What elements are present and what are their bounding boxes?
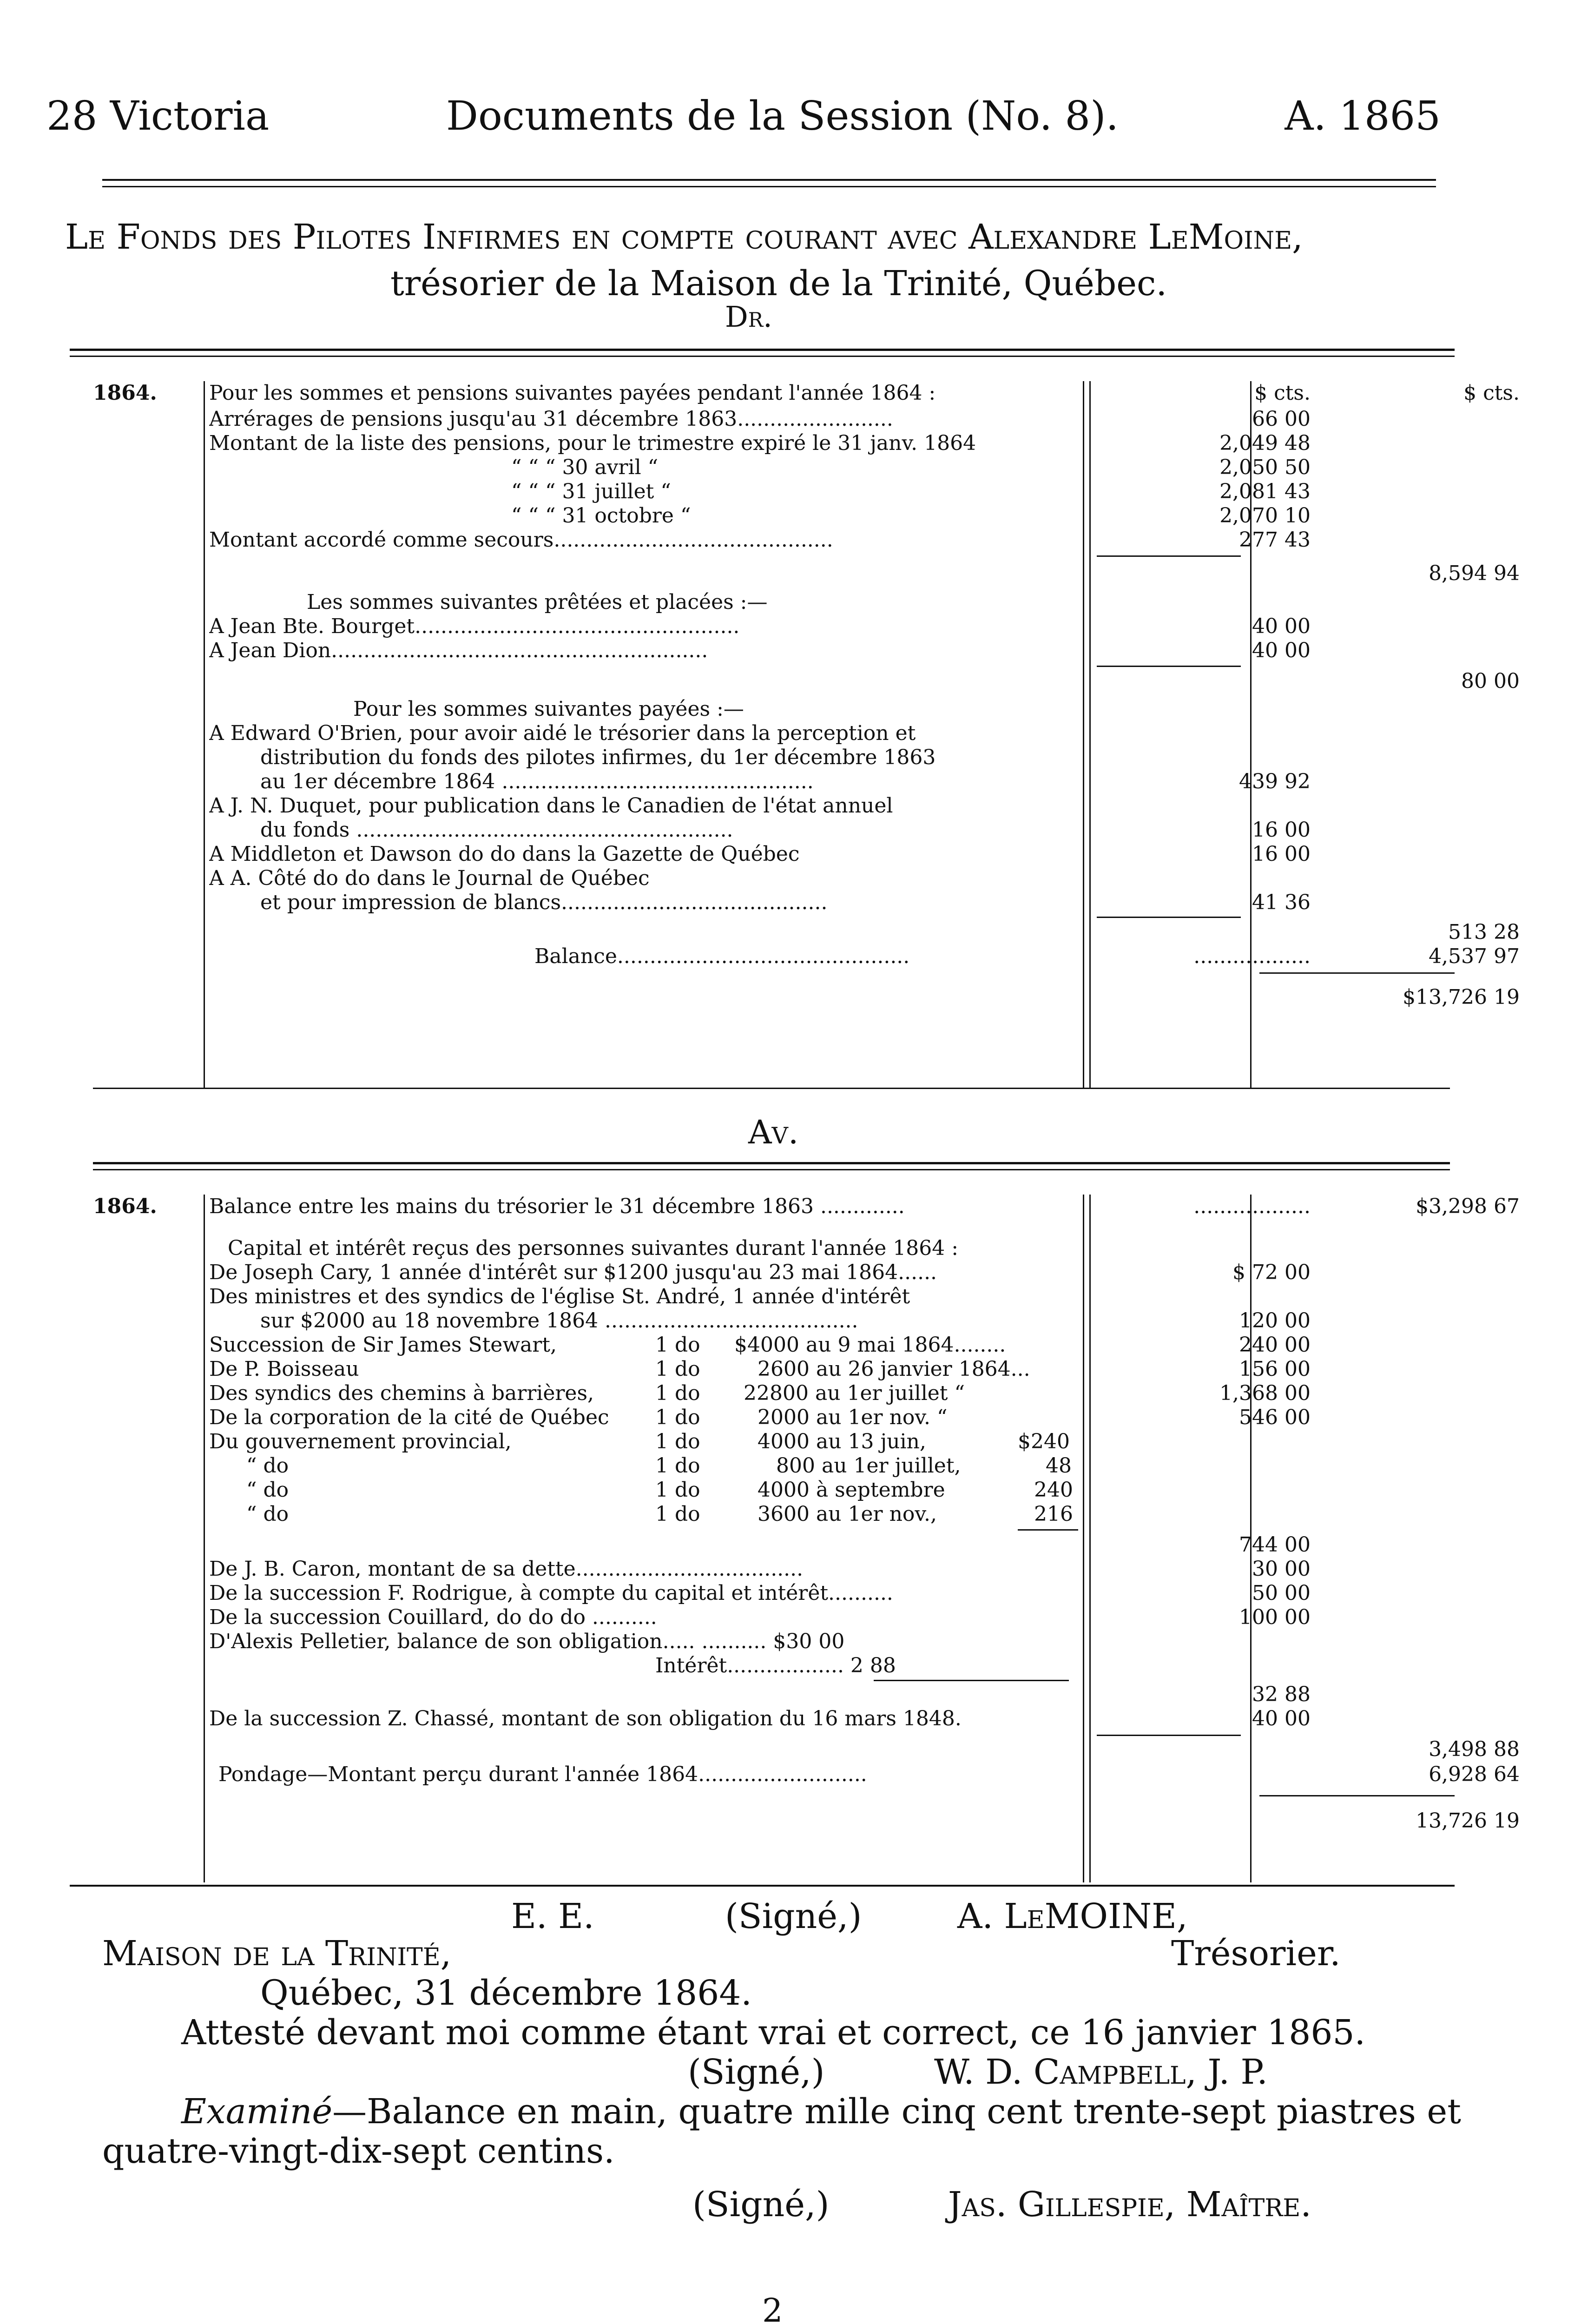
debit-desc: A A. Côté do do dans le Journal de Québec	[209, 866, 650, 890]
pelletier-sub-rule	[874, 1680, 1069, 1681]
interest-subamount: 216	[1034, 1502, 1073, 1526]
interest-payer: Du gouvernement provincial,	[209, 1430, 512, 1453]
interest-principal: 4000 au 13 juin,	[758, 1430, 926, 1453]
debit-row	[93, 920, 1520, 946]
interest-principal: 22800 au 1er juillet “	[744, 1381, 965, 1405]
debit-desc: A Middleton et Dawson do do dans la Gazette de Québec	[209, 842, 800, 866]
credit-desc: Pondage—Montant perçu durant l'année 1864..........................	[218, 1763, 867, 1786]
credit-row	[93, 1809, 1520, 1835]
debit-subtotal-rule	[1097, 917, 1241, 918]
credit-amount: 156 00	[1239, 1357, 1311, 1381]
header-center: Documents de la Session (No. 8).	[446, 93, 1119, 139]
title-line1: des Pilotes Infirmes en compte courant avec Alexandre LeMoine,	[228, 217, 1303, 257]
interest-payer: “ do	[246, 1478, 289, 1502]
interest-payer: Des syndics des chemins à barrières,	[209, 1381, 594, 1405]
debit-currency-col1: $ cts.	[1254, 381, 1311, 405]
credit-row	[93, 1654, 1450, 1680]
credit-amount: 50 00	[1252, 1581, 1311, 1605]
debit-amount: 66 00	[1252, 407, 1311, 431]
debit-ledger	[93, 381, 1520, 1088]
interest-row	[93, 1454, 1450, 1480]
credit-dots: ..................	[1193, 1195, 1311, 1218]
debit-desc: A Edward O'Brien, pour avoir aidé le trésorier dans la perception et	[209, 721, 916, 745]
credit-row	[93, 1581, 1450, 1607]
page-number: 2	[762, 2291, 783, 2324]
debit-currency-col2: $ cts.	[1463, 381, 1520, 405]
footer-examination	[181, 2092, 1461, 2132]
debit-balance-label: Balance.............................................	[534, 944, 910, 968]
debit-row	[93, 770, 1450, 796]
footer-exam-text: —Balance en main, quatre mille cinq cent trente-sept piastres et	[332, 2092, 1461, 2132]
page-header	[46, 93, 1441, 144]
credit-total: 6,928 64	[1429, 1763, 1520, 1786]
credit-year: 1864.	[93, 1195, 157, 1218]
debit-desc: et pour impression de blancs.........................................	[260, 891, 828, 914]
debit-amount: 2,081 43	[1219, 480, 1311, 503]
credit-desc: De Joseph Cary, 1 année d'intérêt sur $1200 jusqu'au 23 mai 1864......	[209, 1261, 937, 1284]
interest-payer: “ do	[246, 1502, 289, 1526]
interest-principal: 3600 au 1er nov.,	[758, 1502, 937, 1526]
credit-row	[93, 1683, 1450, 1709]
credit-row	[93, 1605, 1450, 1631]
debit-amount: 16 00	[1252, 842, 1311, 866]
footer-house: Maison de la Trinité,	[102, 1934, 452, 1974]
debit-row	[93, 944, 1520, 971]
interest-row	[93, 1430, 1450, 1456]
interest-payer: Succession de Sir James Stewart,	[209, 1333, 557, 1357]
debit-row	[93, 891, 1450, 917]
interest-term: 1 do	[655, 1333, 700, 1357]
debit-amount: 277 43	[1239, 528, 1311, 552]
credit-rule-top2	[93, 1169, 1450, 1170]
debit-row	[93, 746, 1450, 772]
interest-term: 1 do	[655, 1454, 700, 1478]
interest-term: 1 do	[655, 1357, 700, 1381]
credit-row	[93, 1737, 1520, 1763]
interest-term: 1 do	[655, 1381, 700, 1405]
interest-term: 1 do	[655, 1430, 700, 1453]
interest-sub-rule	[1018, 1529, 1078, 1531]
credit-rule-bottom	[70, 1885, 1455, 1887]
debit-grand-total: $13,726 19	[1403, 985, 1520, 1009]
credit-row	[93, 1533, 1450, 1559]
credit-amount: 546 00	[1239, 1406, 1311, 1429]
footer-signed-1: (Signé,)	[725, 1896, 862, 1936]
account-title	[65, 214, 1450, 307]
debit-total: 8,594 94	[1429, 561, 1520, 585]
credit-row	[93, 1261, 1450, 1287]
credit-desc: sur $2000 au 18 novembre 1864 .......................................	[260, 1309, 858, 1333]
debit-desc: distribution du fonds des pilotes infirmes, du 1er décembre 1863	[260, 746, 936, 769]
debit-desc: Montant accordé comme secours...........................................	[209, 528, 833, 552]
interest-row	[93, 1502, 1450, 1528]
credit-amount: 1,368 00	[1219, 1381, 1311, 1405]
footer-master: Jas. Gillespie, Maître.	[948, 2185, 1311, 2225]
debit-row	[93, 842, 1450, 868]
interest-row	[93, 1333, 1450, 1359]
debit-amount: 439 92	[1239, 770, 1311, 793]
interest-payer: De P. Boisseau	[209, 1357, 359, 1381]
debit-year: 1864.	[93, 381, 157, 405]
interest-subamount: 240	[1034, 1478, 1073, 1502]
debit-desc: au 1er décembre 1864 ................................................	[260, 770, 814, 793]
interest-term: 1 do	[655, 1478, 700, 1502]
credit-row	[93, 1763, 1520, 1789]
interest-principal: $4000 au 9 mai 1864........	[734, 1333, 1006, 1357]
credit-row	[93, 1630, 1450, 1656]
credit-amount: 240 00	[1239, 1333, 1311, 1357]
header-left: 28 Victoria	[46, 93, 270, 139]
credit-desc: De la succession Couillard, do do do ..........	[209, 1605, 657, 1629]
credit-desc: Balance entre les mains du trésorier le 31 décembre 1863 .............	[209, 1195, 905, 1218]
debit-grand-rule	[1259, 972, 1455, 974]
debit-desc: Montant de la liste des pensions, pour le trimestre expiré le 31 janv. 1864	[209, 431, 976, 455]
debit-amount: 2,049 48	[1219, 431, 1311, 455]
credit-desc: D'Alexis Pelletier, balance de son obligation..... .......... $30 00	[209, 1630, 845, 1653]
debit-total: 513 28	[1448, 920, 1520, 944]
credit-row	[93, 1557, 1450, 1583]
debit-row	[93, 528, 1450, 554]
interest-principal: 2000 au 1er nov. “	[758, 1406, 948, 1429]
interest-row	[93, 1381, 1450, 1407]
debit-desc: Pour les sommes et pensions suivantes payées pendant l'année 1864 :	[209, 381, 936, 405]
debit-row	[93, 614, 1450, 640]
interest-subamount: $240	[1018, 1430, 1070, 1453]
debit-row	[93, 669, 1520, 695]
debit-amount: 2,050 50	[1219, 456, 1311, 479]
debit-row	[93, 866, 1450, 892]
header-rule-top	[102, 179, 1436, 181]
footer-signed-2: (Signé,)	[688, 2052, 825, 2092]
debit-label: Dr.	[725, 300, 772, 334]
debit-desc: “ “ “ 31 octobre “	[511, 504, 691, 528]
debit-desc: Arrérages de pensions jusqu'au 31 décembre 1863........................	[209, 407, 893, 431]
credit-grand-total: 13,726 19	[1416, 1809, 1520, 1833]
debit-amount: 40 00	[1252, 614, 1311, 638]
debit-row	[93, 381, 1520, 407]
credit-desc: Capital et intérêt reçus des personnes suivantes durant l'année 1864 :	[228, 1236, 959, 1260]
debit-amount: 41 36	[1252, 891, 1311, 914]
title-line2: trésorier de la Maison de la Trinité, Québec.	[390, 264, 1167, 304]
credit-row	[93, 1309, 1450, 1335]
footer-attestation: Attesté devant moi comme étant vrai et correct, ce 16 janvier 1865.	[181, 2013, 1366, 2053]
debit-balance: 4,537 97	[1429, 944, 1520, 968]
debit-row	[93, 721, 1450, 747]
credit-amount: 32 88	[1252, 1683, 1311, 1706]
credit-desc: Des ministres et des syndics de l'église St. André, 1 année d'intérêt	[209, 1285, 910, 1308]
credit-amount: 100 00	[1239, 1605, 1311, 1629]
footer-exam-text-2: quatre-vingt-dix-sept centins.	[102, 2131, 615, 2171]
debit-row	[93, 480, 1450, 506]
debit-row	[93, 697, 1450, 723]
interest-term: 1 do	[655, 1502, 700, 1526]
debit-row	[93, 818, 1450, 844]
interest-subamount: 48	[1046, 1454, 1072, 1478]
credit-rule-top	[93, 1162, 1450, 1164]
footer-treasurer-title: Trésorier.	[1171, 1934, 1341, 1974]
credit-desc: De J. B. Caron, montant de sa dette...................................	[209, 1557, 804, 1581]
credit-label: Av.	[748, 1113, 799, 1151]
credit-amount: 30 00	[1252, 1557, 1311, 1581]
debit-rule-bottom	[93, 1088, 1450, 1089]
debit-row	[93, 431, 1450, 457]
credit-row	[93, 1707, 1450, 1733]
credit-total: 3,498 88	[1429, 1737, 1520, 1761]
debit-row	[93, 794, 1450, 820]
debit-row	[93, 456, 1450, 482]
debit-subtotal-rule	[1097, 666, 1241, 667]
debit-amount: 40 00	[1252, 639, 1311, 662]
credit-row	[93, 1195, 1520, 1221]
interest-principal: 800 au 1er juillet,	[776, 1454, 961, 1478]
debit-subtotal-rule	[1097, 555, 1241, 557]
credit-desc: Intérêt.................. 2 88	[655, 1654, 896, 1677]
footer-treasurer-name: A. LeMOINE,	[957, 1896, 1188, 1936]
debit-desc: “ “ “ 31 juillet “	[511, 480, 671, 503]
credit-ledger	[93, 1195, 1520, 1882]
credit-subtotal-rule	[1097, 1735, 1241, 1736]
debit-row	[93, 561, 1520, 588]
footer-jp: W. D. Campbell, J. P.	[934, 2052, 1268, 2092]
debit-desc: du fonds ..........................................................	[260, 818, 733, 842]
interest-row	[93, 1478, 1450, 1504]
title-lead: Le Fonds	[65, 217, 217, 257]
interest-principal: 2600 au 26 janvier 1864...	[758, 1357, 1030, 1381]
debit-rule-top2	[70, 356, 1455, 357]
debit-desc: A Jean Bte. Bourget..................................................	[209, 614, 740, 638]
debit-row	[93, 985, 1520, 1011]
debit-row	[93, 590, 1450, 616]
interest-principal: 4000 à septembre	[758, 1478, 945, 1502]
interest-term: 1 do	[655, 1406, 700, 1429]
credit-amount: 120 00	[1239, 1309, 1311, 1333]
credit-amount: $ 72 00	[1232, 1261, 1311, 1284]
debit-row	[93, 639, 1450, 665]
credit-amount: 40 00	[1252, 1707, 1311, 1730]
debit-desc: A Jean Dion..........................................................	[209, 639, 708, 662]
header-rule-bottom	[102, 186, 1436, 187]
footer-place-date: Québec, 31 décembre 1864.	[260, 1973, 752, 2013]
debit-rule-top	[70, 349, 1455, 351]
credit-row	[93, 1285, 1450, 1311]
debit-desc: Pour les sommes suivantes payées :—	[353, 697, 744, 721]
interest-row	[93, 1406, 1450, 1432]
debit-row	[93, 407, 1450, 433]
credit-amount: 744 00	[1239, 1533, 1311, 1557]
header-right: A. 1865	[1285, 93, 1441, 139]
debit-balance-dots: ..................	[1193, 944, 1311, 968]
debit-amount: 2,070 10	[1219, 504, 1311, 528]
credit-grand-rule	[1259, 1795, 1455, 1796]
debit-desc: “ “ “ 30 avril “	[511, 456, 659, 479]
credit-desc: De la succession F. Rodrigue, à compte du capital et intérêt..........	[209, 1581, 893, 1605]
interest-row	[93, 1357, 1450, 1383]
footer-exam-label: Examiné	[181, 2092, 333, 2132]
credit-total: $3,298 67	[1416, 1195, 1520, 1218]
debit-total: 80 00	[1461, 669, 1520, 693]
debit-amount: 16 00	[1252, 818, 1311, 842]
interest-payer: “ do	[246, 1454, 289, 1478]
credit-desc: De la succession Z. Chassé, montant de son obligation du 16 mars 1848.	[209, 1707, 962, 1730]
credit-row	[93, 1236, 1450, 1262]
interest-payer: De la corporation de la cité de Québec	[209, 1406, 609, 1429]
debit-row	[93, 504, 1450, 530]
footer-initials: E. E.	[511, 1896, 594, 1936]
debit-desc: A J. N. Duquet, pour publication dans le Canadien de l'état annuel	[209, 794, 893, 818]
debit-desc: Les sommes suivantes prêtées et placées :—	[307, 590, 768, 614]
footer-signed-3: (Signé,)	[692, 2185, 830, 2225]
